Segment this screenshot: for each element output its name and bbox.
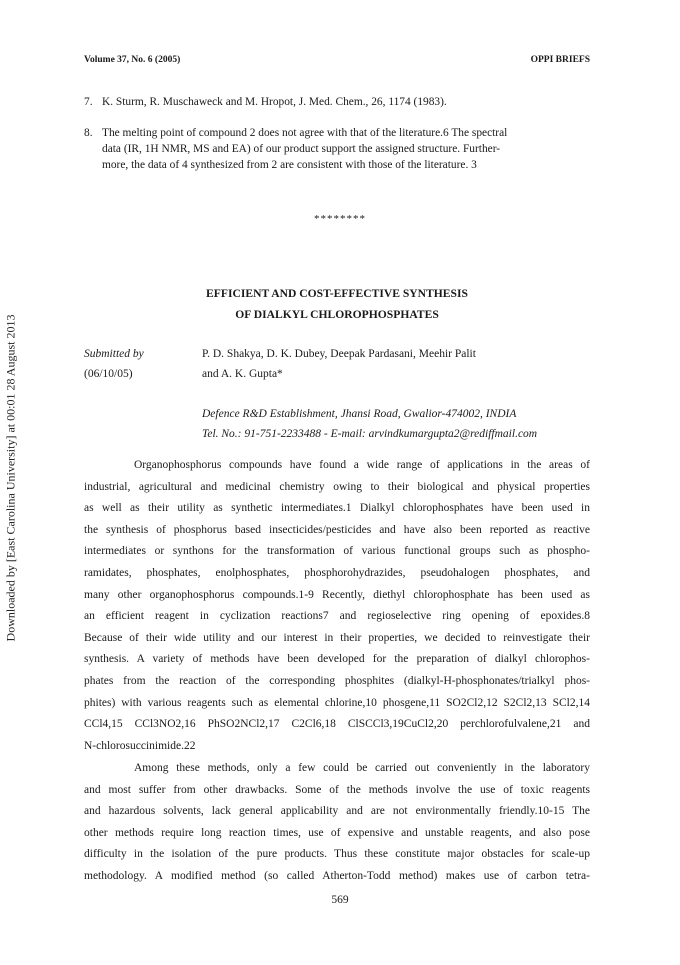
reference-text-line: more, the data of 4 synthesized from 2 are consistent with those of the literature. 3 [102, 159, 477, 171]
section-name: OPPI BRIEFS [530, 55, 590, 65]
body-line: other methods require long reaction times, use of expensive and unstable reagents, and also pose [84, 826, 590, 839]
body-line: an efficient reagent in cyclization reactions7 and regioselective ring opening of epoxides.8 [84, 610, 590, 623]
author-line: P. D. Shakya, D. K. Dubey, Deepak Pardasani, Meehir Palit [202, 348, 476, 360]
affiliation-address: Defence R&D Establishment, Jhansi Road, Gwalior-474002, INDIA [202, 408, 517, 420]
body-line: Among these methods, only a few could be carried out conveniently in the laboratory [134, 762, 590, 774]
download-watermark-text: Downloaded by [East Carolina University] at 00:01 28 August 2013 [3, 314, 18, 641]
body-line: N-chlorosuccinimide.22 [84, 739, 196, 752]
author-list [202, 344, 592, 384]
article-title-line: OF DIALKYL CHLOROPHOSPHATES [235, 308, 439, 321]
body-line: intermediates or synthons for the transformation of various functional groups such as phospho- [84, 545, 590, 558]
article-title [84, 283, 590, 325]
submitted-by-label: Submitted by [84, 348, 144, 360]
reference-text-line: The melting point of compound 2 does not agree with that of the literature.6 The spectral [102, 127, 508, 139]
article-title-line: EFFICIENT AND COST-EFFECTIVE SYNTHESIS [206, 287, 468, 300]
body-line: CCl4,15 CCl3NO2,16 PhSO2NCl2,17 C2Cl6,18 ClSCCl3,19CuCl2,20 perchlorofulvalene,21 and [84, 718, 590, 731]
reference-text: K. Sturm, R. Muschaweck and M. Hropot, J. Med. Chem., 26, 1174 (1983). [102, 96, 447, 108]
body-line: Organophosphorus compounds have found a wide range of applications in the areas of [134, 459, 590, 471]
body-line: many other organophosphorus compounds.1-9 Recently, diethyl chlorophosphate has been used as [84, 588, 590, 601]
body-line: synthesis. A variety of methods have been developed for the preparation of dialkyl chlorophos- [84, 653, 590, 666]
body-line: Because of their wide utility and our interest in their properties, we decided to reinvestigate their [84, 631, 590, 644]
page-number: 569 [331, 894, 349, 906]
body-line: and hazardous solvents, lack general applicability and are not environmentally friendly.10-15 The [84, 805, 590, 818]
body-line: the synthesis of phosphorus based insecticides/pesticides and have also been reported as reactive [84, 523, 590, 536]
affiliation-contact: Tel. No.: 91-751-2233488 - E-mail: arvindkumargupta2@rediffmail.com [202, 428, 538, 440]
body-line: phites) with various reagents such as elemental chlorine,10 phosgene,11 SO2Cl2,12 S2Cl2,13 SCl2,14 [84, 696, 590, 709]
running-header [84, 55, 590, 65]
reference-number: 7. [84, 96, 93, 108]
body-paragraph-1 [84, 455, 590, 757]
body-line: phates from the reaction of the corresponding phosphites (dialkyl-H-phosphonates/trialkyl phos- [84, 674, 590, 687]
body-line: as well as their utility as synthetic intermediates.1 Dialkyl chlorophosphates have been used in [84, 502, 590, 515]
reference-text-line: data (IR, 1H NMR, MS and EA) of our product support the assigned structure. Further- [102, 143, 501, 155]
reference-7 [84, 94, 584, 110]
submission-info [84, 344, 144, 384]
body-line: and most suffer from other drawbacks. Some of the methods involve the use of toxic reagents [84, 783, 590, 796]
body-line: ramidates, phosphates, enolphosphates, phosphorohydrazides, pseudohalogen phosphates, and [84, 566, 590, 579]
reference-8 [84, 125, 584, 173]
body-paragraph-2 [84, 758, 590, 888]
download-watermark [2, 290, 20, 665]
journal-volume: Volume 37, No. 6 (2005) [84, 55, 181, 65]
author-line: and A. K. Gupta* [202, 368, 283, 380]
body-line: difficulty in the isolation of the pure products. Thus these constitute major obstacles for scale-up [84, 848, 590, 861]
section-separator: ******** [314, 213, 366, 225]
reference-number: 8. [84, 127, 93, 139]
body-line: industrial, agricultural and medicinal chemistry owing to their biological and physical properties [84, 480, 590, 493]
submission-date: (06/10/05) [84, 368, 133, 380]
affiliation [202, 404, 592, 444]
body-line: methodology. A modified method (so called Atherton-Todd method) makes use of carbon tetra- [84, 869, 590, 882]
